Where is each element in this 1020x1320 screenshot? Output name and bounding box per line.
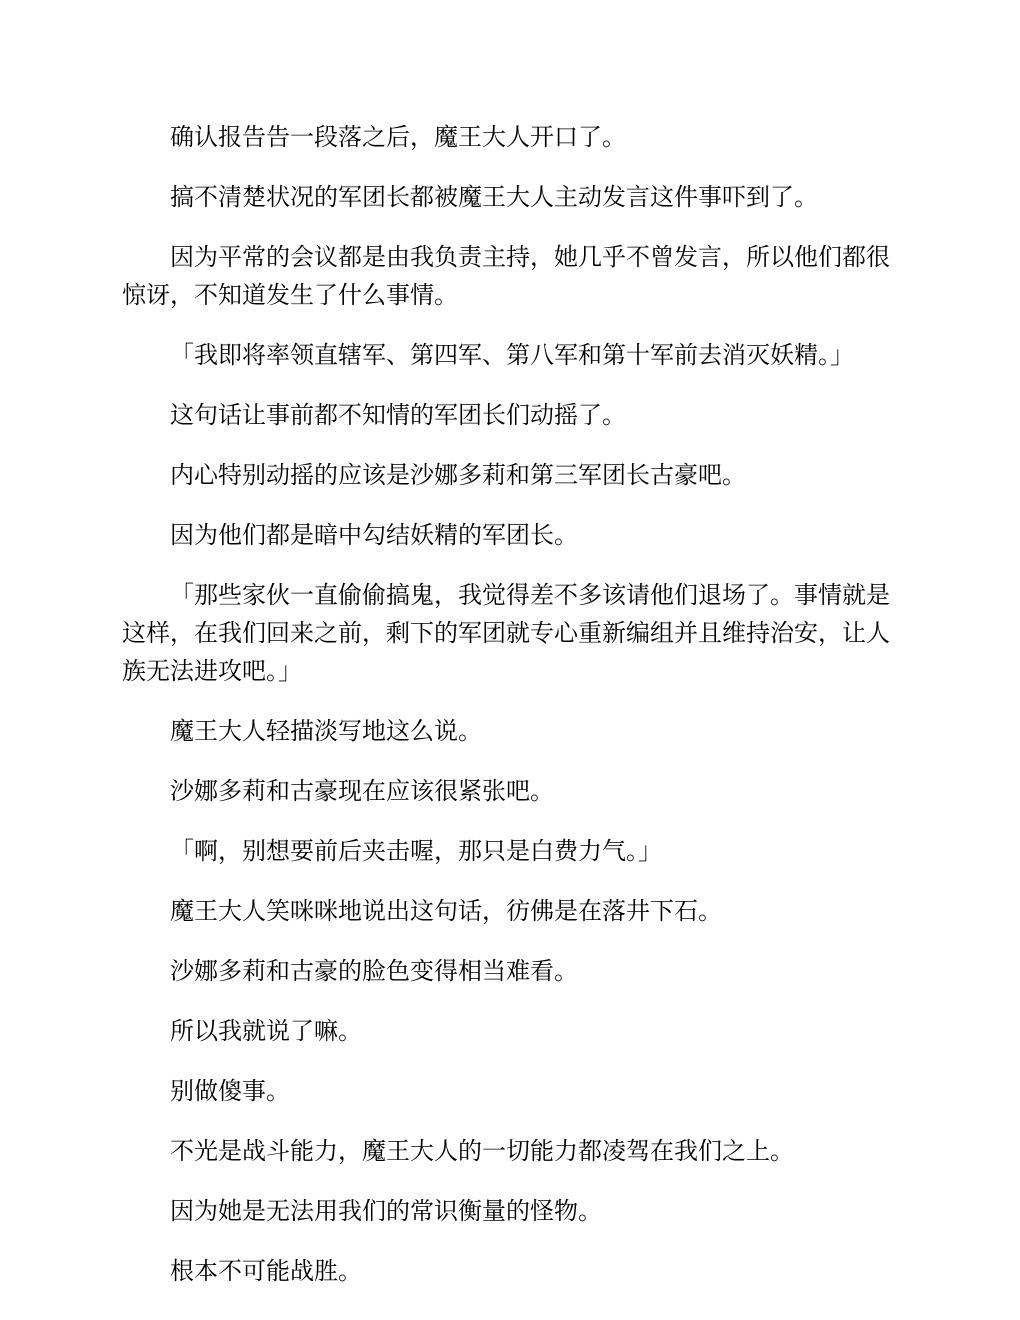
paragraph: 所以我就说了嘛。 — [170, 1017, 362, 1045]
document-body — [122, 118, 902, 1312]
paragraph: 「啊，别想要前后夹击喔，那只是白费力气。」 — [170, 837, 662, 865]
paragraph: 别做傻事。 — [170, 1077, 290, 1105]
paragraph: 因为他们都是暗中勾结妖精的军团长。 — [170, 521, 578, 549]
paragraph: 「我即将率领直辖军、第四军、第八军和第十军前去消灭妖精。」 — [170, 341, 854, 369]
paragraph: 沙娜多莉和古豪现在应该很紧张吧。 — [170, 777, 554, 805]
paragraph: 魔王大人笑咪咪地说出这句话，彷佛是在落井下石。 — [170, 897, 722, 925]
paragraph: 这句话让事前都不知情的军团长们动摇了。 — [170, 401, 626, 429]
paragraph: 因为她是无法用我们的常识衡量的怪物。 — [170, 1197, 602, 1225]
paragraph: 因为平常的会议都是由我负责主持，她几乎不曾发言，所以他们都很惊讶，不知道发生了什么事情。 — [122, 243, 890, 309]
paragraph: 沙娜多莉和古豪的脸色变得相当难看。 — [170, 957, 578, 985]
paragraph: 确认报告告一段落之后，魔王大人开口了。 — [170, 123, 626, 151]
paragraph: 根本不可能战胜。 — [170, 1257, 362, 1285]
paragraph: 「那些家伙一直偷偷搞鬼，我觉得差不多该请他们退场了。事情就是这样，在我们回来之前，剩下的军团就专心重新编组并且维持治安，让人族无法进攻吧。」 — [122, 581, 890, 685]
paragraph: 内心特别动摇的应该是沙娜多莉和第三军团长古豪吧。 — [170, 461, 746, 489]
paragraph: 魔王大人轻描淡写地这么说。 — [170, 717, 482, 745]
paragraph: 搞不清楚状况的军团长都被魔王大人主动发言这件事吓到了。 — [170, 183, 818, 211]
paragraph: 不光是战斗能力，魔王大人的一切能力都凌驾在我们之上。 — [170, 1137, 794, 1165]
